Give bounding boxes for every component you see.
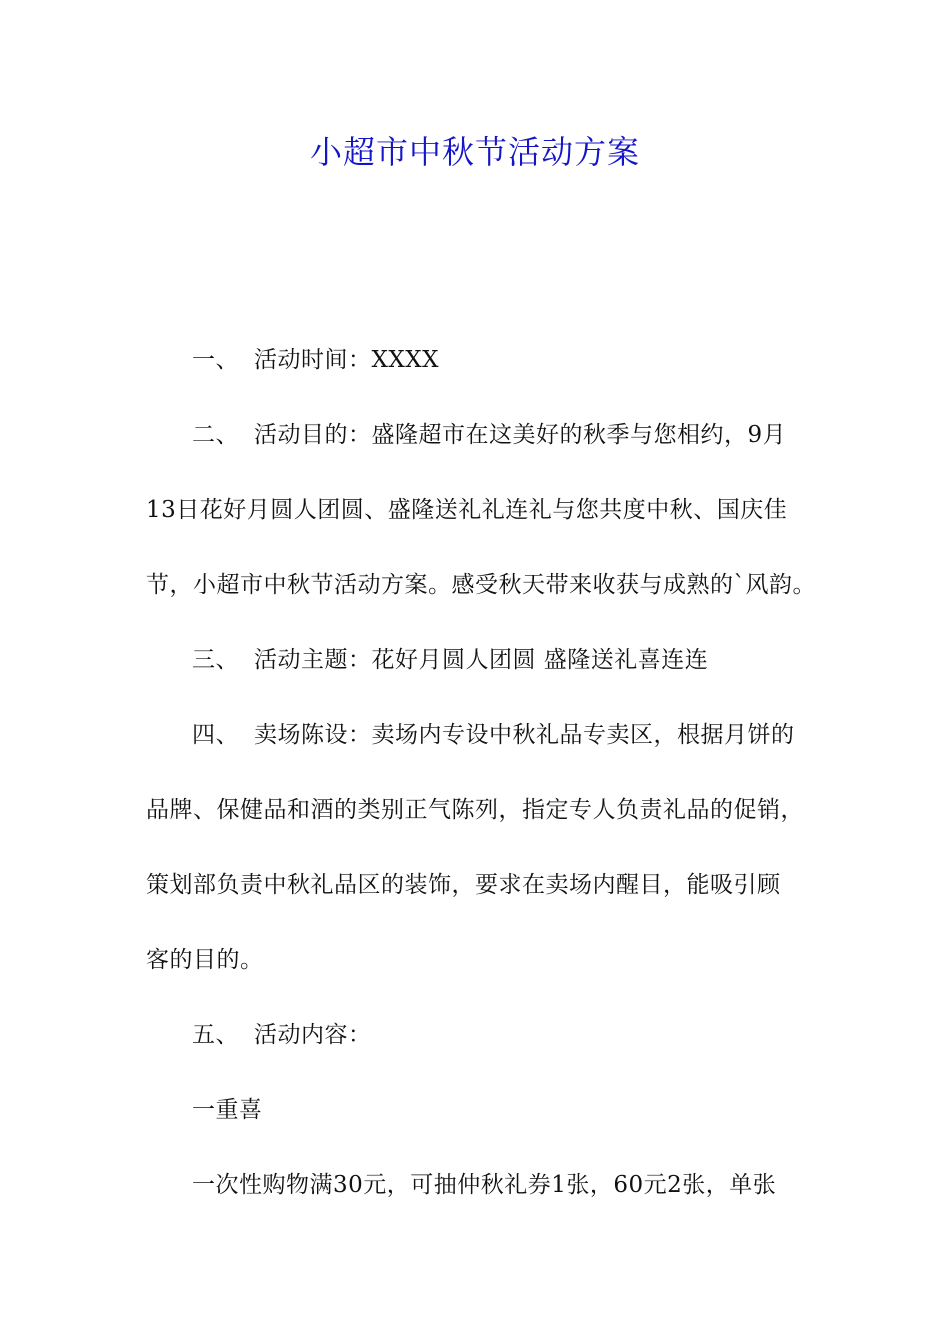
section-3 bbox=[192, 642, 708, 678]
section-2-line-3: 节，小超市中秋节活动方案。感受秋天带来收获与成熟的`风韵。 bbox=[146, 572, 816, 598]
section-4-line-1 bbox=[192, 717, 795, 753]
section-4-line-4: 客的目的。 bbox=[146, 947, 264, 973]
section-2-line-2: 13日花好月圆人团圆、盛隆送礼礼连礼与您共度中秋、国庆佳 bbox=[146, 497, 788, 523]
subsection-text-line-1: 一次性购物满30元，可抽仲秋礼券1张，60元2张，单张 bbox=[192, 1172, 777, 1198]
section-text: 卖场陈设：卖场内专设中秋礼品专卖区，根据月饼的 bbox=[254, 722, 795, 748]
section-4-line-2: 品牌、保健品和酒的类别正气陈列，指定专人负责礼品的促销， bbox=[146, 797, 804, 823]
section-2-line-1 bbox=[192, 417, 786, 453]
section-1 bbox=[192, 342, 439, 378]
section-text: 活动目的：盛隆超市在这美好的秋季与您相约，9月 bbox=[254, 422, 787, 448]
section-number: 一、 bbox=[192, 347, 239, 373]
section-number: 二、 bbox=[192, 422, 239, 448]
section-number: 三、 bbox=[192, 647, 239, 673]
section-number: 五、 bbox=[192, 1022, 239, 1048]
section-5 bbox=[192, 1017, 372, 1053]
subsection-heading: 一重喜 bbox=[192, 1097, 263, 1123]
section-text: 活动时间：XXXX bbox=[254, 347, 439, 373]
section-number: 四、 bbox=[192, 722, 239, 748]
section-text: 活动内容： bbox=[254, 1022, 372, 1048]
document-title: 小超市中秋节活动方案 bbox=[309, 133, 640, 171]
section-text: 活动主题：花好月圆人团圆 盛隆送礼喜连连 bbox=[254, 647, 709, 673]
section-4-line-3: 策划部负责中秋礼品区的装饰，要求在卖场内醒目，能吸引顾 bbox=[146, 872, 781, 898]
